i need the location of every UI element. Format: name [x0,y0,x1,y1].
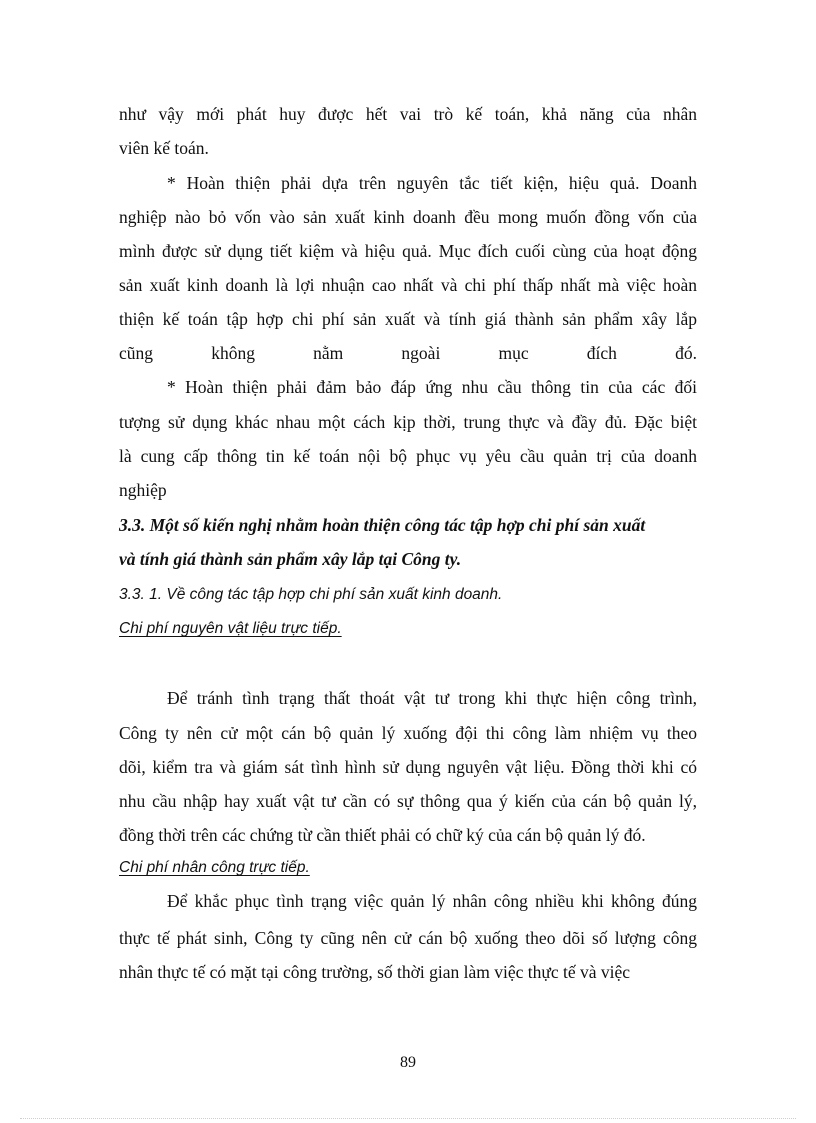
body-text-line: cũng không nằm ngoài mục đích đó. [119,343,697,363]
body-text-line: viên kế toán. [119,138,209,158]
body-text-line: nghiệp [119,480,167,500]
body-text-line: Công ty nên cử một cán bộ quản lý xuống đội thi công làm nhiệm vụ theo [119,723,697,743]
body-text-line: tượng sử dụng khác nhau một cách kịp thời, trung thực và đầy đủ. Đặc biệt [119,412,697,432]
body-text-line: là cung cấp thông tin kế toán nội bộ phục vụ yêu cầu quản trị của doanh [119,446,697,466]
body-text-line: nhu cầu nhập hay xuất vật tư cần có sự thông qua ý kiến của cán bộ quản lý, [119,791,697,811]
body-text-line: mình được sử dụng tiết kiệm và hiệu quả. Mục đích cuối cùng của hoạt động [119,241,697,261]
page-bottom-divider [20,1118,796,1119]
body-text-line: nghiệp nào bỏ vốn vào sản xuất kinh doanh đều mong muốn đồng vốn của [119,207,697,227]
body-text-line: thực tế phát sinh, Công ty cũng nên cử cán bộ xuống theo dõi số lượng công [119,928,697,948]
item-title: Chi phí nhân công trực tiếp. [119,859,310,876]
body-text-line: thiện kế toán tập hợp chi phí sản xuất và tính giá thành sản phẩm xây lắp [119,309,697,329]
page-number: 89 [400,1054,416,1071]
body-text-line: dõi, kiểm tra và giám sát tình hình sử dụng nguyên vật liệu. Đồng thời khi có [119,757,697,777]
body-text-line: * Hoàn thiện phải đảm bảo đáp ứng nhu cầu thông tin của các đối [167,377,697,397]
body-text-line: Để tránh tình trạng thất thoát vật tư trong khi thực hiện công trình, [167,688,697,708]
item-title: Chi phí nguyên vật liệu trực tiếp. [119,620,342,637]
body-text-line: sản xuất kinh doanh là lợi nhuận cao nhất và chi phí thấp nhất mà việc hoàn [119,275,697,295]
body-text-line: * Hoàn thiện phải dựa trên nguyên tắc tiết kiện, hiệu quả. Doanh [167,173,697,193]
body-text-line: như vậy mới phát huy được hết vai trò kế toán, khả năng của nhân [119,104,697,124]
body-text-line: nhân thực tế có mặt tại công trường, số thời gian làm việc thực tế và việc [119,962,631,982]
section-heading-line: 3.3. Một số kiến nghị nhằm hoàn thiện công tác tập hợp chi phí sản xuất [119,515,646,535]
section-heading-line: và tính giá thành sản phẩm xây lắp tại Công ty. [119,549,462,569]
body-text-line: đồng thời trên các chứng từ cần thiết phải có chữ ký của cán bộ quản lý đó. [119,825,646,845]
subsection-heading: 3.3. 1. Về công tác tập hợp chi phí sản xuất kinh doanh. [119,586,503,603]
body-text-line: Để khắc phục tình trạng việc quản lý nhân công nhiều khi không đúng [167,891,697,911]
